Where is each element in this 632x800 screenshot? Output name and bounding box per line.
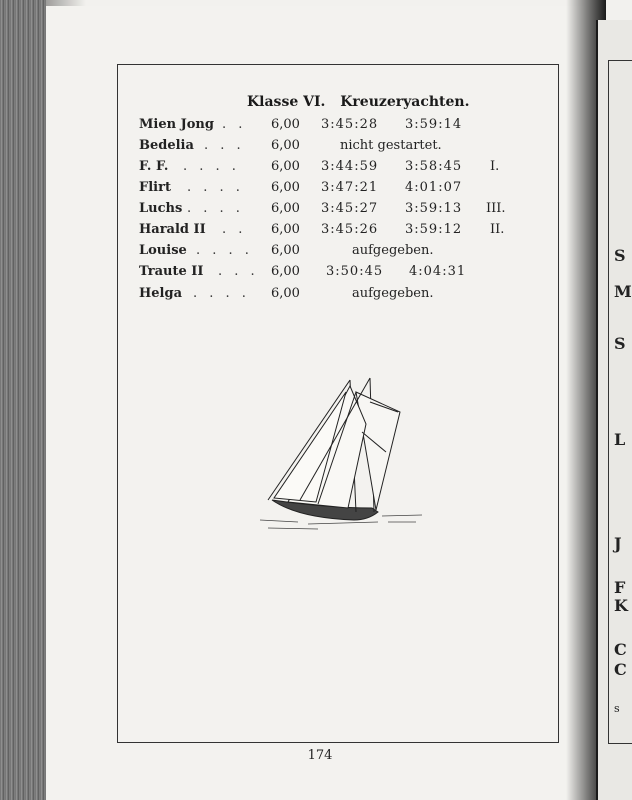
leader-dots: . . . . — [196, 243, 253, 258]
result-row — [0, 159, 632, 179]
handicap: 6,00 — [271, 159, 300, 174]
leader-dots: . . . . — [187, 201, 244, 216]
race-status: aufgegeben. — [352, 243, 434, 258]
yacht-name: F. F. — [139, 159, 169, 174]
result-row — [0, 286, 632, 306]
result-row — [0, 264, 632, 284]
start-time: 3:44:59 — [321, 159, 379, 174]
yacht-name: Helga — [139, 286, 183, 301]
leader-dots: . . — [222, 117, 247, 132]
finish-time: 3:59:13 — [405, 201, 463, 216]
handicap: 6,00 — [271, 201, 300, 216]
leader-dots: . . . . — [187, 180, 244, 195]
class-label: Klasse VI. — [247, 94, 326, 110]
yacht-name: Harald II — [139, 222, 206, 237]
finish-time: 3:59:14 — [405, 117, 463, 132]
handicap: 6,00 — [271, 117, 300, 132]
leader-dots: . . — [222, 222, 247, 237]
leader-dots: . . . — [218, 264, 259, 279]
right-page-fragment: C — [614, 660, 627, 679]
yacht-name: Bedelia — [139, 138, 194, 153]
finish-time: 3:58:45 — [405, 159, 463, 174]
handicap: 6,00 — [271, 138, 300, 153]
right-page-fragment: J — [614, 534, 622, 553]
finish-time: 3:59:12 — [405, 222, 463, 237]
right-page-fragment: S — [614, 246, 626, 265]
finish-time: 4:01:07 — [405, 180, 463, 195]
leader-dots: . . . . — [193, 286, 250, 301]
result-row — [0, 222, 632, 242]
result-row — [0, 201, 632, 221]
result-row — [0, 180, 632, 200]
start-time: 3:45:28 — [321, 117, 379, 132]
page-number: 174 — [307, 748, 333, 763]
handicap: 6,00 — [271, 180, 300, 195]
result-row — [0, 243, 632, 263]
handicap: 6,00 — [271, 264, 300, 279]
placing: I. — [490, 159, 500, 174]
result-row — [0, 117, 632, 137]
start-time: 3:47:21 — [321, 180, 379, 195]
result-row — [0, 138, 632, 158]
leader-dots: . . . . — [183, 159, 240, 174]
race-status: aufgegeben. — [352, 286, 434, 301]
right-page-fragment: C — [614, 640, 627, 659]
yacht-name: Luchs — [139, 201, 183, 216]
handicap: 6,00 — [271, 243, 300, 258]
boat-mainsail — [356, 392, 400, 510]
right-page-fragment: F — [614, 578, 626, 597]
placing: III. — [486, 201, 506, 216]
right-page-fragment: K — [614, 596, 628, 615]
sailboat-illustration — [258, 372, 424, 532]
right-page-fragment: L — [614, 430, 626, 449]
right-page-fragment: S — [614, 334, 626, 353]
yacht-name: Flirt — [139, 180, 171, 195]
start-time: 3:50:45 — [326, 264, 384, 279]
class-heading — [247, 94, 479, 110]
finish-time: 4:04:31 — [409, 264, 467, 279]
handicap: 6,00 — [271, 222, 300, 237]
placing: II. — [490, 222, 505, 237]
handicap: 6,00 — [271, 286, 300, 301]
category-label: Kreuzeryachten. — [340, 94, 470, 110]
right-page-fragment: s — [614, 702, 620, 715]
start-time: 3:45:26 — [321, 222, 379, 237]
yacht-name: Traute II — [139, 264, 204, 279]
yacht-name: Louise — [139, 243, 187, 258]
race-status: nicht gestartet. — [340, 138, 442, 153]
leader-dots: . . . — [204, 138, 245, 153]
right-page-fragment: M — [614, 282, 632, 301]
start-time: 3:45:27 — [321, 201, 379, 216]
yacht-name: Mien Jong — [139, 117, 214, 132]
